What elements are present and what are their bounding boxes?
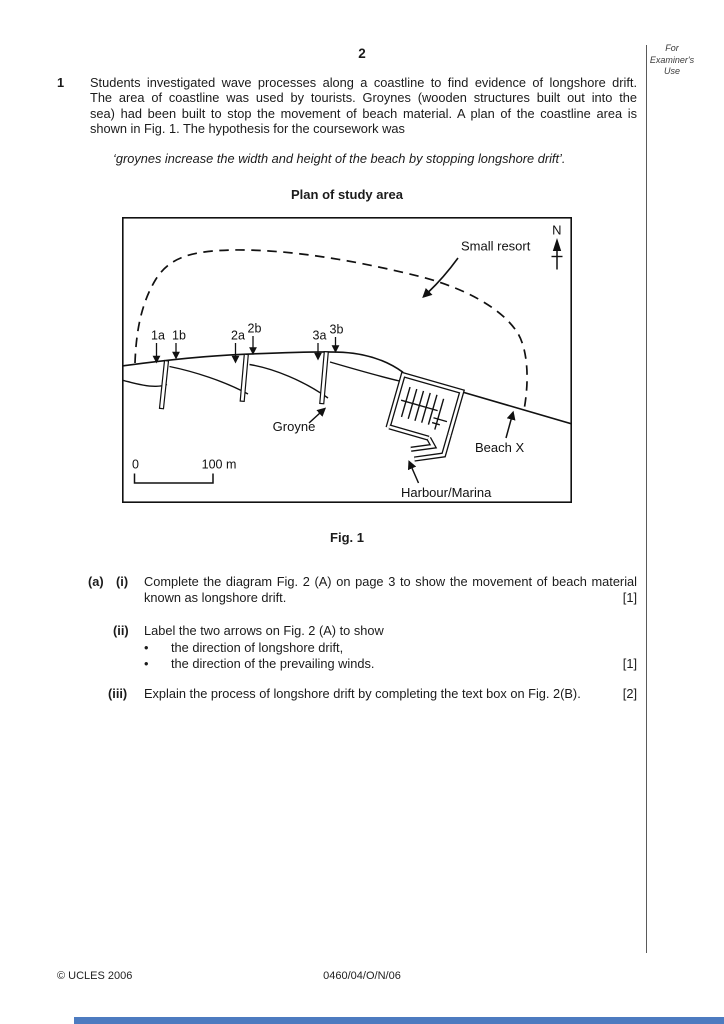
groyne-marker-label: 2b <box>247 321 262 336</box>
question-intro-line: Students investigated wave processes along a coastline to find evidence of longshore drift. <box>90 75 637 90</box>
groyne-label: Groyne <box>272 419 316 434</box>
groyne-structure-1 <box>159 361 168 409</box>
question-intro <box>90 75 637 137</box>
small-resort-arrow <box>428 258 458 293</box>
small-resort-label: Small resort <box>461 238 531 254</box>
part-iii-text: Explain the process of longshore drift by completing the text box on Fig. 2(B). <box>144 686 581 701</box>
bullet-item <box>144 640 148 655</box>
groyne-marker-label: 2a <box>231 328 245 343</box>
part-i-text-line: Complete the diagram Fig. 2 (A) on page 3 to show the movement of beach material <box>144 574 637 589</box>
footer-copyright: © UCLES 2006 <box>57 970 133 982</box>
harbour-arrow <box>412 467 419 483</box>
part-i-label: (i) <box>116 574 129 589</box>
groyne-marker-label: 1b <box>172 328 186 343</box>
part-iii-label: (iii) <box>108 686 128 701</box>
beach-line <box>250 365 329 399</box>
bullet-item <box>144 656 148 671</box>
beach-x-label: Beach X <box>475 440 525 455</box>
bullet-text: the direction of longshore drift, <box>171 639 344 655</box>
bullet-text: the direction of the prevailing winds. <box>171 656 375 671</box>
bullet-icon: • <box>144 656 149 671</box>
north-indicator <box>552 223 563 270</box>
part-ii-label: (ii) <box>113 623 129 638</box>
part-i-text <box>144 574 637 606</box>
north-arrow-icon <box>553 238 561 251</box>
question-intro-line: shown in Fig. 1. The hypothesis for the coursework was <box>90 121 405 137</box>
groyne-marker-label: 3b <box>329 322 344 337</box>
part-ii-marks: [1] <box>622 656 637 671</box>
beach-line <box>122 380 167 386</box>
part-ii-text: Label the two arrows on Fig. 2 (A) to show <box>144 623 384 638</box>
hypothesis-text: ‘groynes increase the width and height of the beach by stopping longshore drift’. <box>113 151 566 166</box>
study-area-figure <box>122 217 572 503</box>
north-label: N <box>552 222 562 238</box>
figure-title: Plan of study area <box>291 187 403 202</box>
examiner-use-note <box>642 43 702 78</box>
groyne-structure-2 <box>240 354 248 401</box>
beach-x-arrow <box>506 418 512 438</box>
beach-line <box>170 367 249 395</box>
scale-zero-label: 0 <box>132 457 139 472</box>
examiner-note-line: For <box>665 43 679 53</box>
page-number: 2 <box>358 46 366 61</box>
question-intro-line: The area of coastline was used by tourists. Groynes (wooden structures built out into the <box>90 90 637 106</box>
groyne-structure-3 <box>320 352 329 404</box>
question-number: 1 <box>57 75 65 90</box>
harbour-structure <box>382 375 462 467</box>
examiner-note-line: Examiner's <box>649 54 695 65</box>
question-intro-line: sea) had been built to stop the movement of beach material. A plan of the coastline area is <box>90 105 637 121</box>
figure-caption: Fig. 1 <box>330 530 364 545</box>
bullet-icon: • <box>144 639 149 655</box>
scale-bar <box>132 458 236 484</box>
part-iii-marks: [2] <box>622 686 637 701</box>
groyne-marker-label: 3a <box>312 328 327 343</box>
harbour-label: Harbour/Marina <box>401 485 492 500</box>
scale-end-label: 100 m <box>201 457 237 472</box>
part-i-text-line: known as longshore drift. <box>144 590 287 605</box>
bottom-scan-bar <box>74 1017 724 1024</box>
footer-paper-code: 0460/04/O/N/06 <box>323 970 401 982</box>
study-area-map <box>122 217 572 503</box>
part-a-label: (a) <box>88 574 104 589</box>
part-i-marks: [1] <box>622 590 637 605</box>
coastline-east <box>464 393 572 425</box>
groyne-marker-label: 1a <box>151 328 165 343</box>
beach-line <box>330 362 400 381</box>
examiner-note-line: Use <box>663 66 680 76</box>
marina-piers <box>396 386 453 432</box>
examiner-column-divider <box>646 45 647 953</box>
